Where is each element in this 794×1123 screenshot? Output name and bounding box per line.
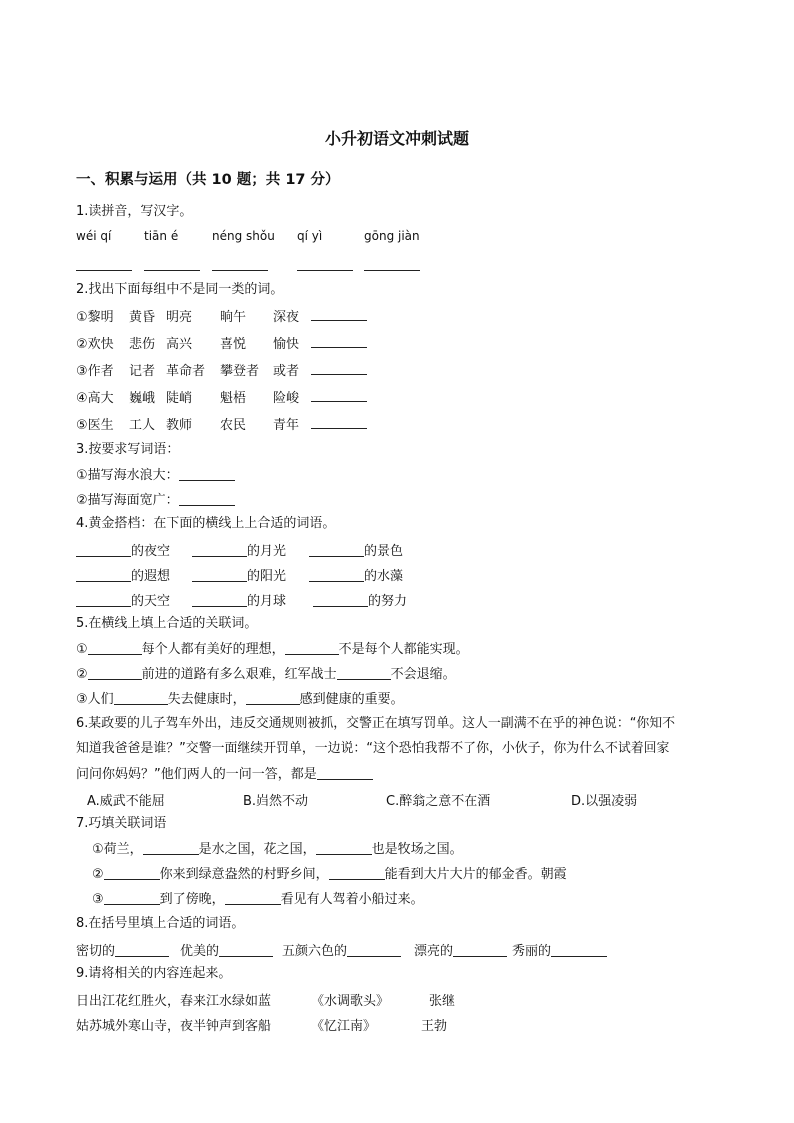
word-cell: 青年: [273, 418, 300, 433]
answer-blank[interactable]: [311, 414, 367, 431]
phrase-cell: 的月球: [192, 590, 286, 609]
poet-name[interactable]: 王勃: [421, 1019, 448, 1034]
word-cell: ①黎明: [76, 310, 114, 325]
answer-blank[interactable]: [309, 567, 364, 582]
phrase-cell: 优美的: [180, 940, 273, 959]
answer-blank[interactable]: [316, 840, 372, 855]
word-cell: ②欢快: [76, 337, 114, 352]
poem-line[interactable]: 日出江花红胜火，春来江水绿如蓝: [76, 994, 272, 1009]
answer-blank[interactable]: [143, 840, 199, 855]
sentence-line: ③人们 失去健康时， 感到健康的重要。: [76, 692, 404, 707]
answer-blank[interactable]: [313, 592, 368, 607]
list-item: ②描写海面宽广：: [76, 491, 235, 510]
answer-blank[interactable]: [311, 360, 367, 377]
answer-blank[interactable]: [219, 942, 273, 957]
word-cell: 或者: [273, 364, 300, 379]
phrase-cell: 的夜空: [76, 540, 170, 559]
answer-blank[interactable]: [551, 942, 607, 957]
question-3-stem: 3.按要求写词语：: [76, 442, 180, 457]
word-cell: 明亮: [166, 310, 193, 325]
word-cell: 陡峭: [166, 391, 193, 406]
word-cell: ④高大: [76, 391, 114, 406]
answer-blank[interactable]: [311, 306, 367, 323]
pinyin-5: gōng jiàn: [364, 229, 420, 243]
question-6-line: 6.某政要的儿子驾车外出，违反交通规则被抓，交警正在填写罚单。这人一副满不在乎的神色说：“你知不: [76, 716, 676, 731]
word-cell: 悲伤: [129, 337, 156, 352]
sentence-line: ①荷兰， 是水之国，花之国， 也是牧场之国。: [92, 842, 463, 857]
word-cell: 喜悦: [220, 337, 247, 352]
question-1-stem: 1.读拼音，写汉字。: [76, 204, 193, 219]
word-cell: 险峻: [273, 391, 300, 406]
answer-blank[interactable]: [192, 592, 247, 607]
answer-blank[interactable]: [309, 542, 364, 557]
poem-title[interactable]: 《水调歌头》: [311, 994, 390, 1009]
answer-blank[interactable]: [76, 260, 132, 271]
word-cell: 晌午: [220, 310, 247, 325]
answer-blank[interactable]: [364, 260, 420, 271]
word-cell: 农民: [220, 418, 247, 433]
answer-blank[interactable]: [453, 942, 507, 957]
question-5-stem: 5.在横线上填上合适的关联词。: [76, 616, 258, 631]
answer-blank[interactable]: [317, 765, 373, 780]
phrase-cell: 的天空: [76, 590, 170, 609]
word-cell: 愉快: [273, 337, 300, 352]
phrase-cell: 漂亮的: [414, 940, 507, 959]
sentence-line: ② 你来到绿意盎然的村野乡间， 能看到大片大片的郁金香。朝霞: [92, 867, 567, 882]
answer-blank[interactable]: [337, 665, 391, 680]
word-cell: 教师: [166, 418, 193, 433]
poet-name[interactable]: 张继: [429, 994, 456, 1009]
phrase-cell: 秀丽的: [512, 940, 607, 959]
answer-blank[interactable]: [179, 491, 235, 506]
answer-blank[interactable]: [88, 665, 142, 680]
phrase-cell: 的阳光: [192, 565, 286, 584]
phrase-cell: 五颜六色的: [282, 940, 401, 959]
answer-blank[interactable]: [246, 690, 300, 705]
word-cell: 高兴: [166, 337, 193, 352]
option-a[interactable]: A.威武不能屈: [87, 794, 165, 809]
page-title: 小升初语文冲刺试题: [324, 129, 469, 148]
question-7-stem: 7.巧填关联词语: [76, 816, 167, 831]
answer-blank[interactable]: [115, 942, 169, 957]
word-cell: 巍峨: [129, 391, 156, 406]
section-heading: 一、积累与运用（共 10 题；共 17 分）: [76, 172, 340, 188]
word-cell: ⑤医生: [76, 418, 114, 433]
phrase-cell: 的景色: [309, 540, 403, 559]
poem-title[interactable]: 《忆江南》: [311, 1019, 377, 1034]
list-item: ①描写海水浪大：: [76, 466, 235, 485]
answer-blank[interactable]: [311, 333, 367, 350]
answer-blank[interactable]: [347, 942, 401, 957]
answer-blank[interactable]: [114, 690, 168, 705]
sentence-line: ③ 到了傍晚， 看见有人驾着小船过来。: [92, 892, 424, 907]
word-cell: 记者: [129, 364, 156, 379]
phrase-cell: 密切的: [76, 940, 169, 959]
word-cell: 工人: [129, 418, 156, 433]
pinyin-4: qí yì: [297, 229, 323, 243]
answer-blank[interactable]: [285, 640, 339, 655]
word-cell: 黄昏: [129, 310, 156, 325]
answer-blank[interactable]: [329, 865, 385, 880]
poem-line[interactable]: 姑苏城外寒山寺，夜半钟声到客船: [76, 1019, 272, 1034]
pinyin-1: wéi qí: [76, 229, 112, 243]
option-d[interactable]: D.以强凌弱: [571, 794, 638, 809]
word-cell: ③作者: [76, 364, 114, 379]
answer-blank[interactable]: [311, 387, 367, 404]
answer-blank[interactable]: [192, 567, 247, 582]
answer-blank[interactable]: [104, 890, 160, 905]
answer-blank[interactable]: [88, 640, 142, 655]
question-8-stem: 8.在括号里填上合适的词语。: [76, 916, 245, 931]
sentence-line: ① 每个人都有美好的理想， 不是每个人都能实现。: [76, 642, 469, 657]
word-cell: 攀登者: [220, 364, 260, 379]
question-9-stem: 9.请将相关的内容连起来。: [76, 966, 232, 981]
question-6-line: 知道我爸爸是谁？”交警一面继续开罚单，一边说：“这个恐怕我帮不了你，小伙子，你为什么不试着回家: [76, 741, 670, 756]
word-cell: 魁梧: [220, 391, 247, 406]
option-c[interactable]: C.醉翁之意不在酒: [386, 794, 491, 809]
word-cell: 革命者: [166, 364, 206, 379]
phrase-cell: 的月光: [192, 540, 286, 559]
option-b[interactable]: B.岿然不动: [243, 794, 309, 809]
pinyin-3: néng shǒu: [212, 229, 275, 243]
word-cell: 深夜: [273, 310, 300, 325]
question-4-stem: 4.黄金搭档：在下面的横线上上合适的词语。: [76, 516, 336, 531]
pinyin-2: tiān é: [144, 229, 179, 243]
answer-blank[interactable]: [76, 542, 131, 557]
answer-blank[interactable]: [104, 865, 160, 880]
sentence-line: ② 前进的道路有多么艰难，红军战士 不会退缩。: [76, 667, 456, 682]
phrase-cell: 的水藻: [309, 565, 403, 584]
answer-blank[interactable]: [76, 592, 131, 607]
answer-blank[interactable]: [179, 466, 235, 481]
answer-blank[interactable]: [297, 260, 353, 271]
phrase-cell: 的遐想: [76, 565, 170, 584]
question-2-stem: 2.找出下面每组中不是同一类的词。: [76, 282, 284, 297]
answer-blank[interactable]: [144, 260, 200, 271]
answer-blank[interactable]: [76, 567, 131, 582]
answer-blank[interactable]: [225, 890, 281, 905]
question-6-line: 问问你妈妈？”他们两人的一问一答，都是: [76, 765, 373, 784]
answer-blank[interactable]: [212, 260, 268, 271]
phrase-cell: 的努力: [313, 590, 407, 609]
answer-blank[interactable]: [192, 542, 247, 557]
